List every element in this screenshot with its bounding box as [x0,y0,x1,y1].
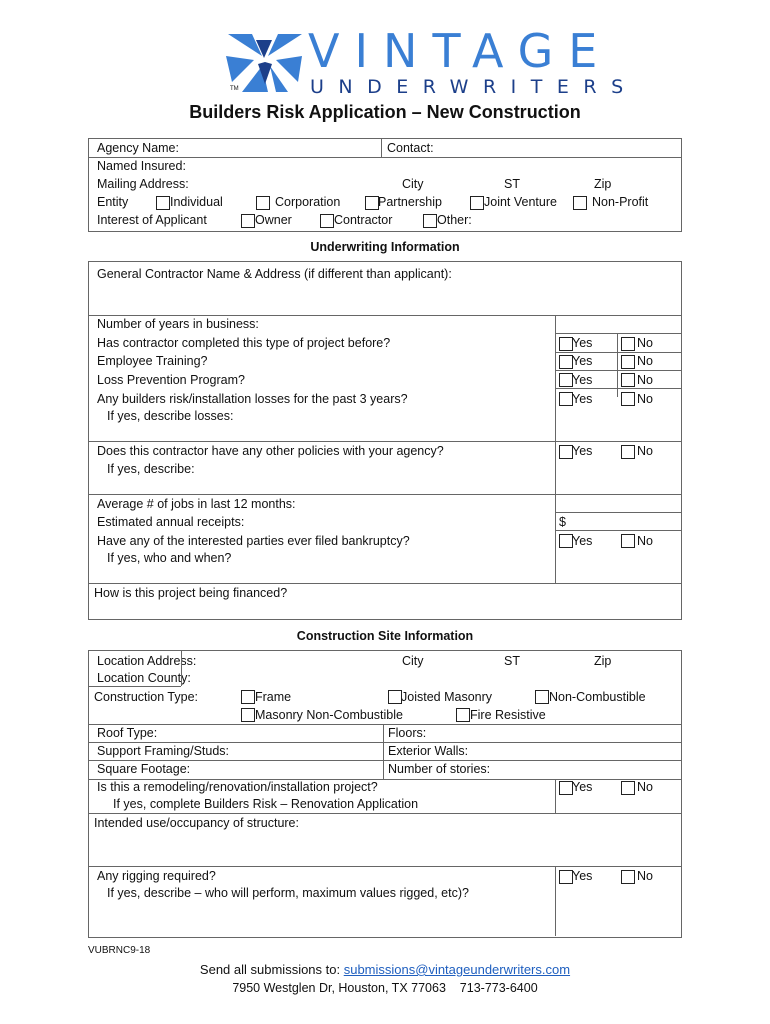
rigging-no-checkbox[interactable] [621,870,635,884]
noncombustible-checkbox[interactable] [535,690,549,704]
divider [555,779,556,813]
zip-label: Zip [594,177,612,191]
divider [555,333,681,334]
no-label: No [637,444,653,458]
remodel-yes-checkbox[interactable] [559,781,573,795]
avg-jobs-label: Average # of jobs in last 12 months: [97,497,296,511]
loss-prev-yes-checkbox[interactable] [559,373,573,387]
divider [88,157,681,158]
walls-label: Exterior Walls: [388,744,469,758]
divider [381,138,382,157]
rigging-yes-checkbox[interactable] [559,870,573,884]
other-policies-describe: If yes, describe: [107,462,195,476]
completed-question: Has contractor completed this type of project before? [97,336,391,350]
bankruptcy-question: Have any of the interested parties ever filed bankruptcy? [97,534,410,548]
yes-label: Yes [572,354,593,368]
individual-checkbox[interactable] [156,196,170,210]
yes-label: Yes [572,336,593,350]
city-label: City [402,177,424,191]
years-label: Number of years in business: [97,317,259,331]
partnership-label: Partnership [378,195,442,209]
company-logo [222,24,638,100]
gc-label: General Contractor Name & Address (if different than applicant): [97,267,452,281]
divider [88,866,681,867]
divider [181,650,182,686]
no-label: No [637,336,653,350]
remodel-describe: If yes, complete Builders Risk – Renovation Application [113,797,419,811]
divider [555,315,556,583]
owner-label: Owner [255,213,292,227]
logo-wordmark: VINTAGE [308,24,613,78]
st-label: ST [504,177,520,191]
training-yes-checkbox[interactable] [559,355,573,369]
loss-prev-no-checkbox[interactable] [621,373,635,387]
other-policies-yes-checkbox[interactable] [559,445,573,459]
losses-no-checkbox[interactable] [621,392,635,406]
divider [88,583,681,584]
roof-label: Roof Type: [97,726,158,740]
rigging-question: Any rigging required? [97,869,216,883]
no-label: No [637,392,653,406]
rigging-describe: If yes, describe – who will perform, maximum values rigged, etc)? [107,886,469,900]
masonry-nc-label: Masonry Non-Combustible [255,708,403,722]
send-label: Send all submissions to: [199,962,344,977]
owner-checkbox[interactable] [241,214,255,228]
divider [88,441,681,442]
divider [555,512,681,513]
other-policies-question: Does this contractor have any other policies with your agency? [97,444,444,458]
corporation-label: Corporation [275,195,341,209]
divider [555,388,681,389]
floors-label: Floors: [388,726,427,740]
joint-venture-label: Joint Venture [484,195,557,209]
named-insured-label: Named Insured: [97,159,186,173]
yes-label: Yes [572,373,593,387]
bankruptcy-no-checkbox[interactable] [621,534,635,548]
phone: 713-773-6400 [459,981,538,995]
divider [88,760,681,761]
losses-describe: If yes, describe losses: [107,409,234,423]
training-question: Employee Training? [97,354,208,368]
joint-venture-checkbox[interactable] [470,196,484,210]
bankruptcy-describe: If yes, who and when? [107,551,232,565]
site-st-label: ST [504,654,520,668]
divider [555,352,681,353]
noncombustible-label: Non-Combustible [549,690,646,704]
contractor-checkbox[interactable] [320,214,334,228]
no-label: No [637,373,653,387]
remodel-question: Is this a remodeling/renovation/installation project? [97,780,378,794]
no-label: No [637,780,653,794]
divider [88,813,681,814]
individual-label: Individual [170,195,223,209]
other-policies-no-checkbox[interactable] [621,445,635,459]
losses-yes-checkbox[interactable] [559,392,573,406]
support-label: Support Framing/Studs: [97,744,230,758]
bankruptcy-yes-checkbox[interactable] [559,534,573,548]
address: 7950 Westglen Dr, Houston, TX 77063 [232,981,446,995]
divider [555,866,556,936]
completed-yes-checkbox[interactable] [559,337,573,351]
completed-no-checkbox[interactable] [621,337,635,351]
joisted-label: Joisted Masonry [401,690,493,704]
contractor-label: Contractor [334,213,393,227]
remodel-no-checkbox[interactable] [621,781,635,795]
trademark: TM [230,86,239,92]
loss-prevention-question: Loss Prevention Program? [97,373,245,387]
other-checkbox[interactable] [423,214,437,228]
divider [383,724,384,779]
page-title: Builders Risk Application – New Construction [189,102,581,122]
divider [88,742,681,743]
financed-question: How is this project being financed? [94,586,288,600]
divider [555,530,681,531]
form-code: VUBRNC9-18 [88,945,151,956]
no-label: No [637,534,653,548]
corporation-checkbox[interactable] [256,196,270,210]
non-profit-checkbox[interactable] [573,196,587,210]
fire-resistive-checkbox[interactable] [456,708,470,722]
dollar-sign: $ [559,515,566,529]
site-heading: Construction Site Information [296,629,474,643]
location-label: Location Address: [97,654,197,668]
site-zip-label: Zip [594,654,612,668]
use-label: Intended use/occupancy of structure: [94,816,299,830]
underwriting-heading: Underwriting Information [310,240,460,254]
losses-question: Any builders risk/installation losses for the past 3 years? [97,392,408,406]
no-label: No [637,869,653,883]
contact-label: Contact: [387,141,434,155]
divider [88,724,681,725]
partnership-checkbox[interactable] [365,196,379,210]
county-label: Location County: [97,671,191,685]
non-profit-label: Non-Profit [592,195,649,209]
mailing-address-label: Mailing Address: [97,177,189,191]
receipts-label: Estimated annual receipts: [97,515,245,529]
divider [88,494,681,495]
logo-subtitle: UNDERWRITERS [310,76,638,98]
other-label: Other: [437,213,472,227]
yes-label: Yes [572,392,593,406]
site-city-label: City [402,654,424,668]
fire-resistive-label: Fire Resistive [470,708,546,722]
yes-label: Yes [572,534,593,548]
construction-type-label: Construction Type: [94,690,198,704]
interest-label: Interest of Applicant [97,213,207,227]
masonry-nc-checkbox[interactable] [241,708,255,722]
submission-line [0,962,770,977]
frame-label: Frame [255,690,292,704]
frame-checkbox[interactable] [241,690,255,704]
yes-label: Yes [572,869,593,883]
divider [555,370,681,371]
email-link[interactable]: submissions@vintageunderwriters.com [343,962,571,977]
agency-name-label: Agency Name: [97,141,179,155]
stories-label: Number of stories: [388,762,491,776]
no-label: No [637,354,653,368]
sqft-label: Square Footage: [97,762,191,776]
divider [88,686,181,687]
training-no-checkbox[interactable] [621,355,635,369]
divider [88,315,681,316]
address-line [0,981,770,995]
entity-label: Entity [97,195,129,209]
yes-label: Yes [572,780,593,794]
yes-label: Yes [572,444,593,458]
joisted-checkbox[interactable] [388,690,402,704]
